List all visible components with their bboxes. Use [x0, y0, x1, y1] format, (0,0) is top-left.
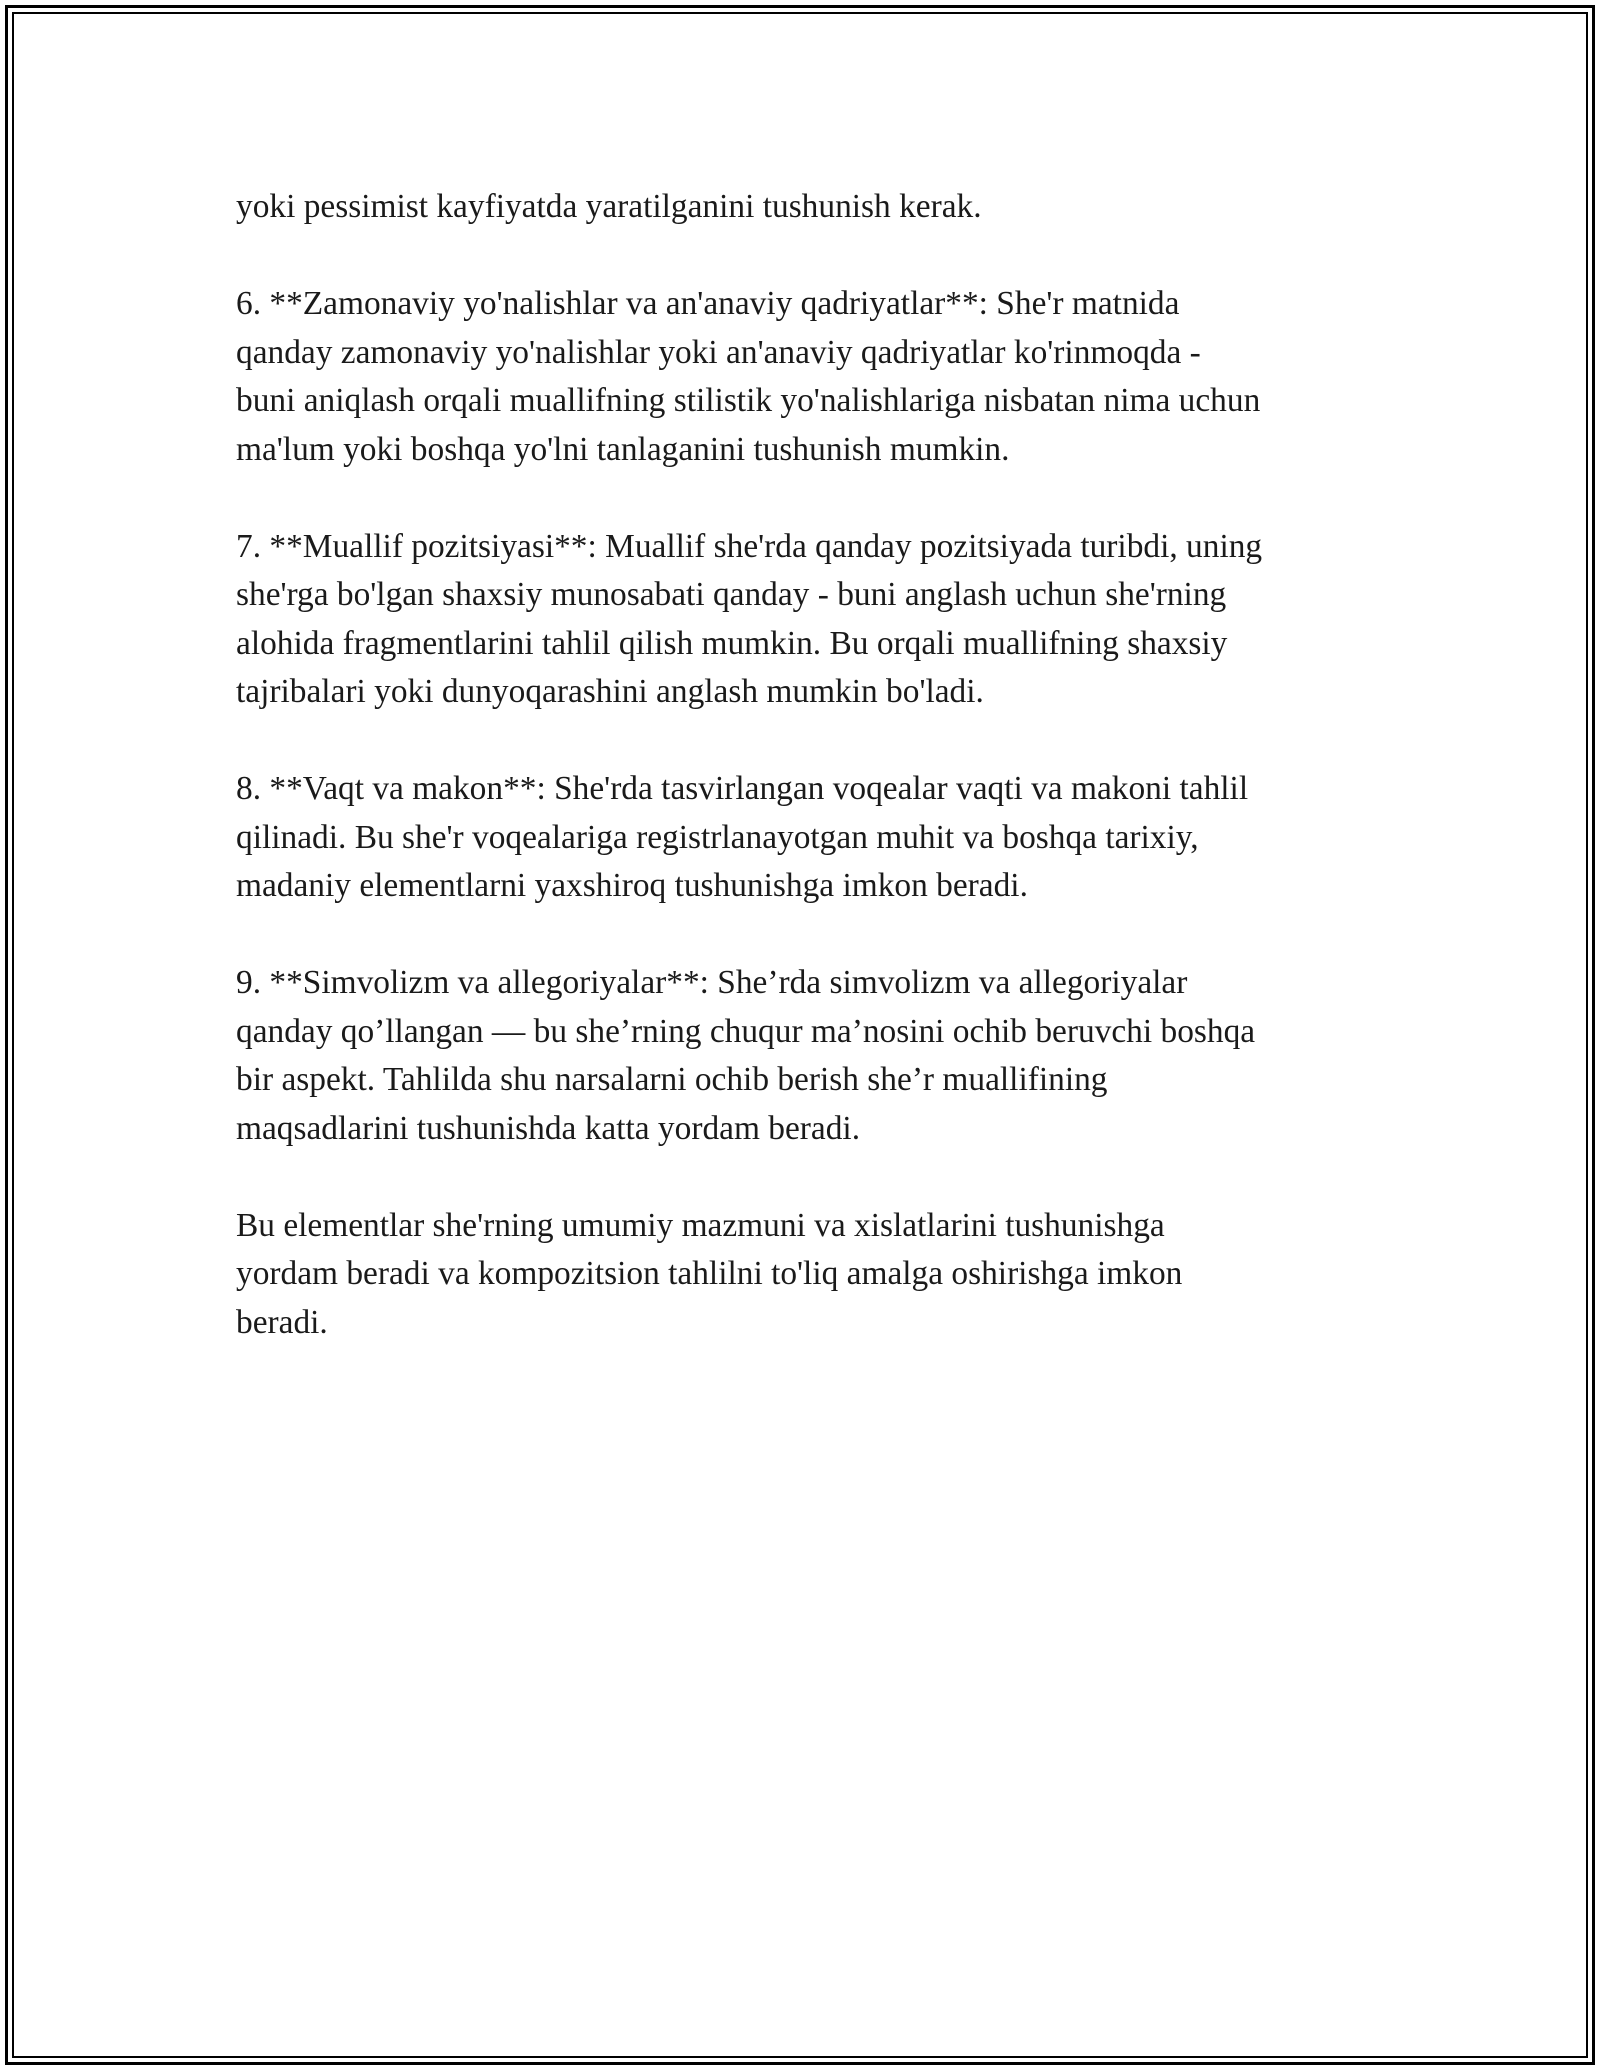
paragraph-item-9: 9. **Simvolizm va allegoriyalar**: She’rda simvolizm va allegoriyalar qanday qo’llangan — bu she’rning chuqur ma’nosini ochib beruvchi boshqa bir aspekt. Tahlilda shu narsalarni ochib berish she’r muallifining maqsadlarini tushunishda katta yordam beradi. — [236, 964, 1256, 1147]
paragraph-continuation: yoki pessimist kayfiyatda yaratilganini tushunish kerak. — [236, 188, 982, 225]
paragraph-item-7: 7. **Muallif pozitsiyasi**: Muallif she'rda qanday pozitsiyada turibdi, uning she'rga bo'lgan shaxsiy munosabati qanday - buni anglash uchun she'rning alohida fragmentlarini tahlil qilish mumkin. Bu orqali muallifning shaxsiy tajribalari yoki dunyoqarashini anglash mumkin bo'ladi. — [236, 527, 1263, 710]
paragraph-item-6: 6. **Zamonaviy yo'nalishlar va an'anaviy qadriyatlar**: She'r matnida qanday zamonaviy yo'nalishlar yoki an'anaviy qadriyatlar ko'rinmoqda - buni aniqlash orqali muallifning stilistik yo'nalishlariga nisbatan nima uchun ma'lum yoki boshqa yo'lni tanlaganini tushunish mumkin. — [236, 285, 1261, 468]
paragraph-conclusion: Bu elementlar she'rning umumiy mazmuni va xislatlarini tushunishga yordam beradi va kompozitsion tahlilni to'liq amalga oshirishga imkon beradi. — [236, 1206, 1183, 1341]
paragraph-item-8: 8. **Vaqt va makon**: She'rda tasvirlangan voqealar vaqti va makoni tahlil qilinadi. Bu she'r voqealariga registrlanayotgan muhit va boshqa tarixiy, madaniy elementlarni yaxshiroq tushunishga imkon beradi. — [236, 770, 1249, 904]
document-body — [236, 183, 1386, 1396]
